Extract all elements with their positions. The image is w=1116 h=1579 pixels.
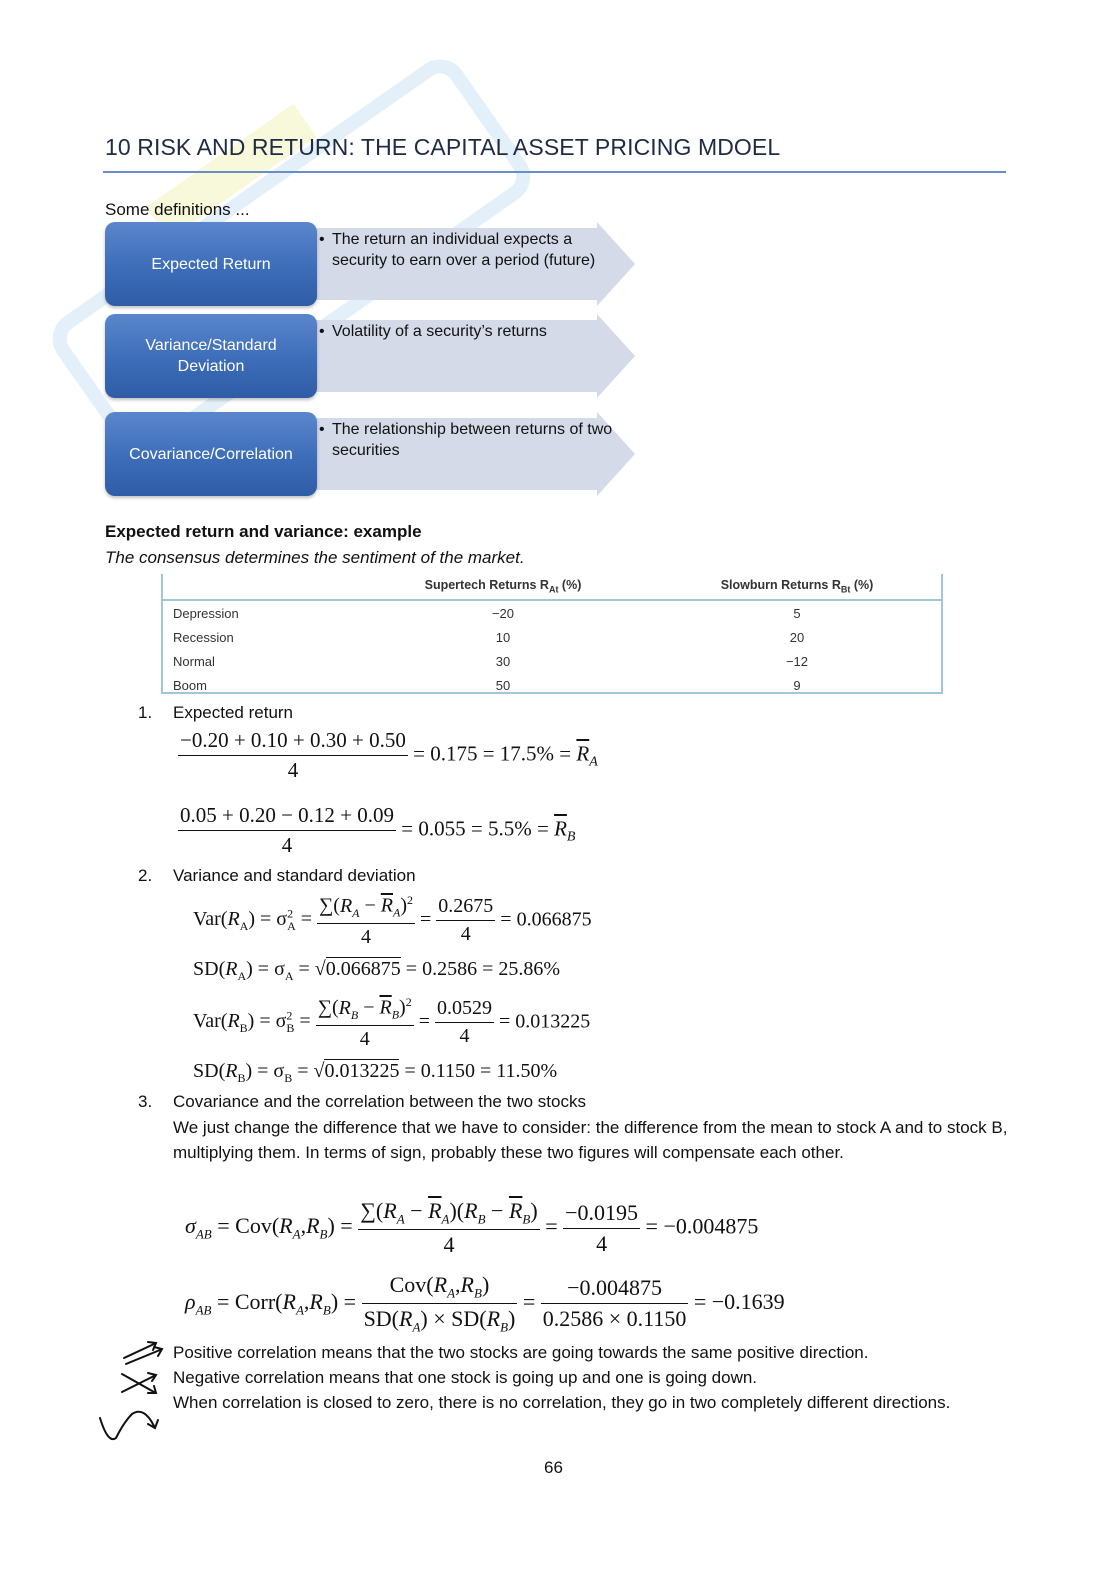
definitions-diagram [105,222,635,498]
step-title: Covariance and the correlation between the two stocks [173,1092,586,1111]
positive-correlation-arrows-icon [120,1338,166,1366]
step-title: Expected return [173,703,294,722]
returns-table [161,574,943,694]
table-cell: 50 [495,677,511,693]
step-number: 2. [138,866,153,885]
table-row [163,673,941,697]
table-header-row [163,574,941,600]
intro-text: Some definitions ... [105,200,250,219]
table-cell: Boom [173,677,207,693]
table-cell: −12 [785,653,809,669]
note-negative-correlation: Negative correlation means that one stock is going up and one is going down. [173,1368,758,1387]
equation-variance-b: $Var(R_B) = \sigma^2_B$ = $\frac{\sum(R_B - \overline{R}_B)^2}{4}$ = $\frac{0.0529}{4}$ = 0.013225 [193,995,591,1050]
table-cell: Recession [173,629,234,645]
equation-correlation: $\rho_{AB}$ = $Corr(R_A,R_B)$ = $\frac{Cov(R_A,R_B)}{SD(R_A) \times SD(R_B)}$ = $\frac{-0.004875}{0.2586 \times 0.1150}$ = −0.1639 [185,1272,785,1335]
definition-row [105,412,635,496]
equation-variance-a: $Var(R_A) = \sigma^2_A$ = $\frac{\sum(R_A - \overline{R}_A)^2}{4}$ = $\frac{0.2675}{4}$ = 0.066875 [193,893,592,948]
table-cell: 5 [793,605,801,621]
table-header: Supertech Returns $R_{At}$ (%) [353,574,653,600]
table-cell: −20 [491,605,515,621]
step-number: 1. [138,703,153,722]
equation-covariance: $\sigma_{AB} = Cov(R_A,R_B)$ = $\frac{\sum(R_A - \overline{R}_A)(R_B - \overline{R}_B)}{4}$ = $\frac{-0.0195}{4}$ = −0.004875 [185,1198,759,1258]
definition-term: Variance/Standard Deviation [105,314,317,398]
equation-expected-return-a: $\frac{-0.20 + 0.10 + 0.30 + 0.50}{4}$ = $0.175 = 17.5\% = \overline{R}_A$ [180,728,598,782]
table-row [163,649,941,673]
definition-desc: • Volatility of a security’s returns [319,323,547,340]
definition-term: Expected Return [105,222,317,306]
heading-rule [103,171,1006,173]
negative-correlation-arrows-icon [118,1368,162,1398]
definition-term: Covariance/Correlation [105,412,317,496]
note-positive-correlation: Positive correlation means that the two stocks are going towards the same positive direction. [173,1343,869,1362]
table-row [163,600,941,625]
page-number: 66 [544,1458,563,1477]
equation-sd-b: $SD(R_B) = \sigma_B = √0.013225 = 0.1150 = 11.50\%$ [193,1060,558,1085]
equation-expected-return-b: $\frac{0.05 + 0.20 - 0.12 + 0.09}{4}$ = $0.055 = 5.5\% = \overline{R}_B$ [180,803,576,857]
step-title: Variance and standard deviation [173,866,416,885]
table-cell: Depression [173,605,239,621]
definition-row [105,222,635,306]
example-note: The consensus determines the sentiment of the market. [105,548,525,567]
note-zero-correlation: When correlation is closed to zero, there is no correlation, they go in two completely different directions. [173,1393,951,1412]
table-cell: 30 [495,653,511,669]
step3-paragraph: We just change the difference that we have to consider: the difference from the mean to stock A and to stock B, multiplying them. In terms of sign, probably these two figures will compensate each other. [173,1118,1008,1162]
table-header [163,574,353,600]
step-number: 3. [138,1092,153,1111]
diverging-arrows-icon [96,1404,166,1446]
equation-sd-a: $SD(R_A) = \sigma_A = √0.066875 = 0.2586 = 25.86\%$ [193,958,561,983]
table-header: Slowburn Returns $R_{Bt}$ (%) [653,574,941,600]
definition-desc: • The relationship between returns of two securities [319,421,613,459]
definition-row [105,314,635,398]
definition-desc: • The return an individual expects a security to earn over a period (future) [319,231,596,269]
example-heading: Expected return and variance: example [105,522,422,541]
table-row [163,625,941,649]
table-cell: 10 [495,629,511,645]
page-heading: 10 RISK AND RETURN: THE CAPITAL ASSET PRICING MDOEL [105,134,781,160]
table-cell: 20 [789,629,805,645]
table-cell: Normal [173,653,215,669]
table-cell: 9 [793,677,801,693]
